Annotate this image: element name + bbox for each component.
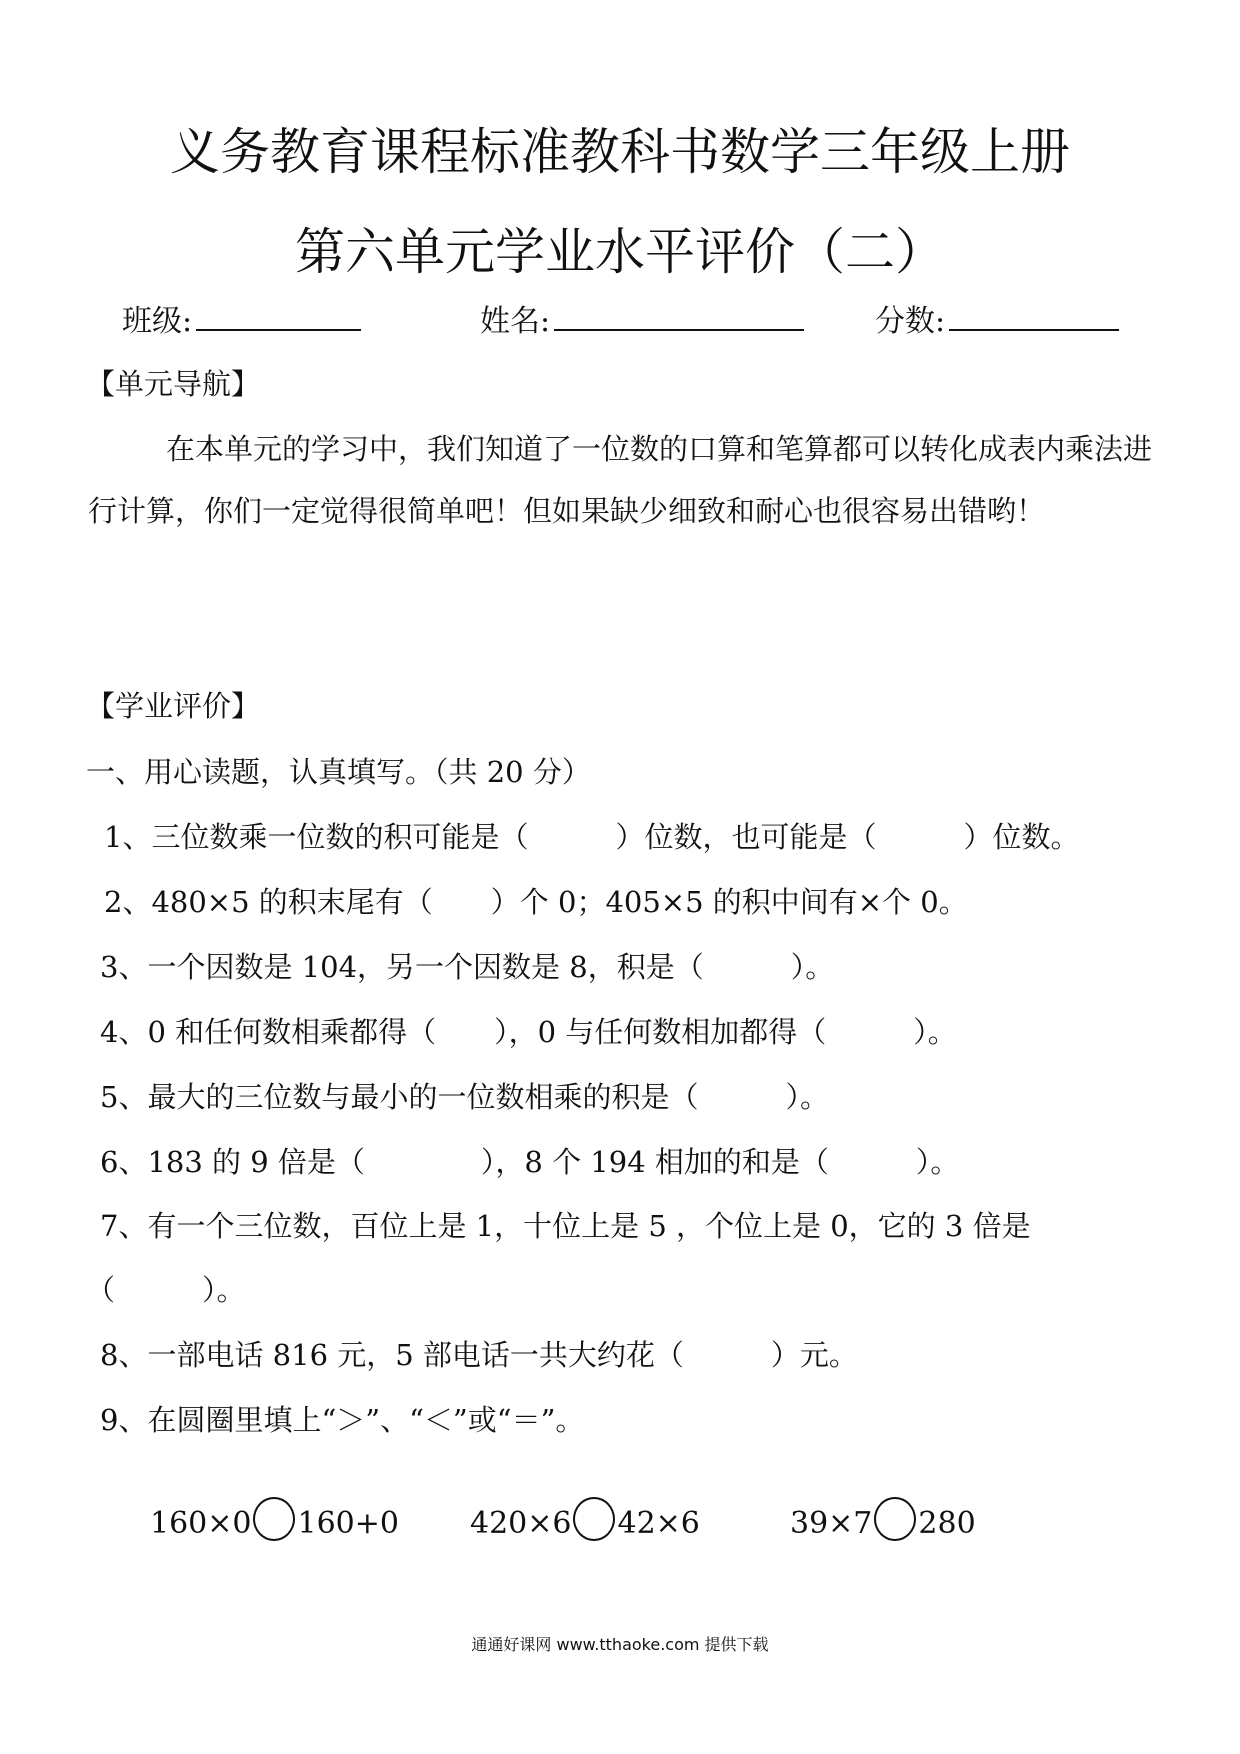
name-label: 姓名: [480,304,551,339]
question-5: 5、最大的三位数与最小的一位数相乘的积是（ ）。 [100,1080,829,1114]
question-1: 1、三位数乘一位数的积可能是（ ）位数，也可能是（ ）位数。 [104,820,1080,854]
question-9: 9、在圆圈里填上“＞”、“＜”或“＝”。 [100,1403,585,1437]
page-title: 义务教育课程标准教科书数学三年级上册 [170,123,1070,181]
comparison-2 [470,1497,700,1541]
comparison-1-left: 160×0 [150,1506,252,1541]
comparison-1 [150,1497,399,1541]
answer-circle-3[interactable] [874,1497,916,1541]
question-7: 7、有一个三位数，百位上是 1，十位上是 5 ，个位上是 0，它的 3 倍是 [100,1209,1031,1243]
name-field [480,296,804,340]
comparison-2-right: 42×6 [617,1506,700,1541]
question-2: 2、480×5 的积末尾有（ ）个 0；405×5 的积中间有×个 0。 [104,885,968,919]
class-field [122,296,361,340]
class-blank[interactable] [196,299,361,331]
question-3: 3、一个因数是 104，另一个因数是 8，积是（ ）。 [100,950,835,984]
class-label: 班级: [122,304,193,339]
evaluation-heading: 【学业评价】 [86,689,261,723]
comparison-3-left: 39×7 [790,1506,873,1541]
question-8: 8、一部电话 816 元，5 部电话一共大约花（ ）元。 [100,1338,858,1372]
question-6: 6、183 的 9 倍是（ ），8 个 194 相加的和是（ ）。 [100,1145,960,1179]
comparison-3 [790,1497,976,1541]
comparison-3-right: 280 [918,1506,976,1541]
footer-credit: 通通好课网 www.tthaoke.com 提供下载 [471,1635,769,1654]
unit-nav-heading: 【单元导航】 [86,367,261,401]
page-subtitle: 第六单元学业水平评价（二） [295,223,945,281]
unit-nav-paragraph [88,418,1168,542]
comparison-1-right: 160+0 [297,1506,399,1541]
score-blank[interactable] [949,299,1119,331]
score-label: 分数: [875,304,946,339]
answer-circle-2[interactable] [573,1497,615,1541]
question-4: 4、0 和任何数相乘都得（ ），0 与任何数相加都得（ ）。 [100,1015,957,1049]
score-field [875,296,1119,340]
unit-nav-text: 在本单元的学习中，我们知道了一位数的口算和笔算都可以转化成表内乘法进行计算，你们一定觉得很简单吧！但如果缺少细致和耐心也很容易出错哟！ [88,432,1153,528]
question-7-continued: （ ）。 [86,1273,246,1307]
comparison-2-left: 420×6 [470,1506,572,1541]
section-1-heading: 一、用心读题，认真填写。（共 20 分） [86,755,591,789]
answer-circle-1[interactable] [253,1497,295,1541]
name-blank[interactable] [554,299,804,331]
